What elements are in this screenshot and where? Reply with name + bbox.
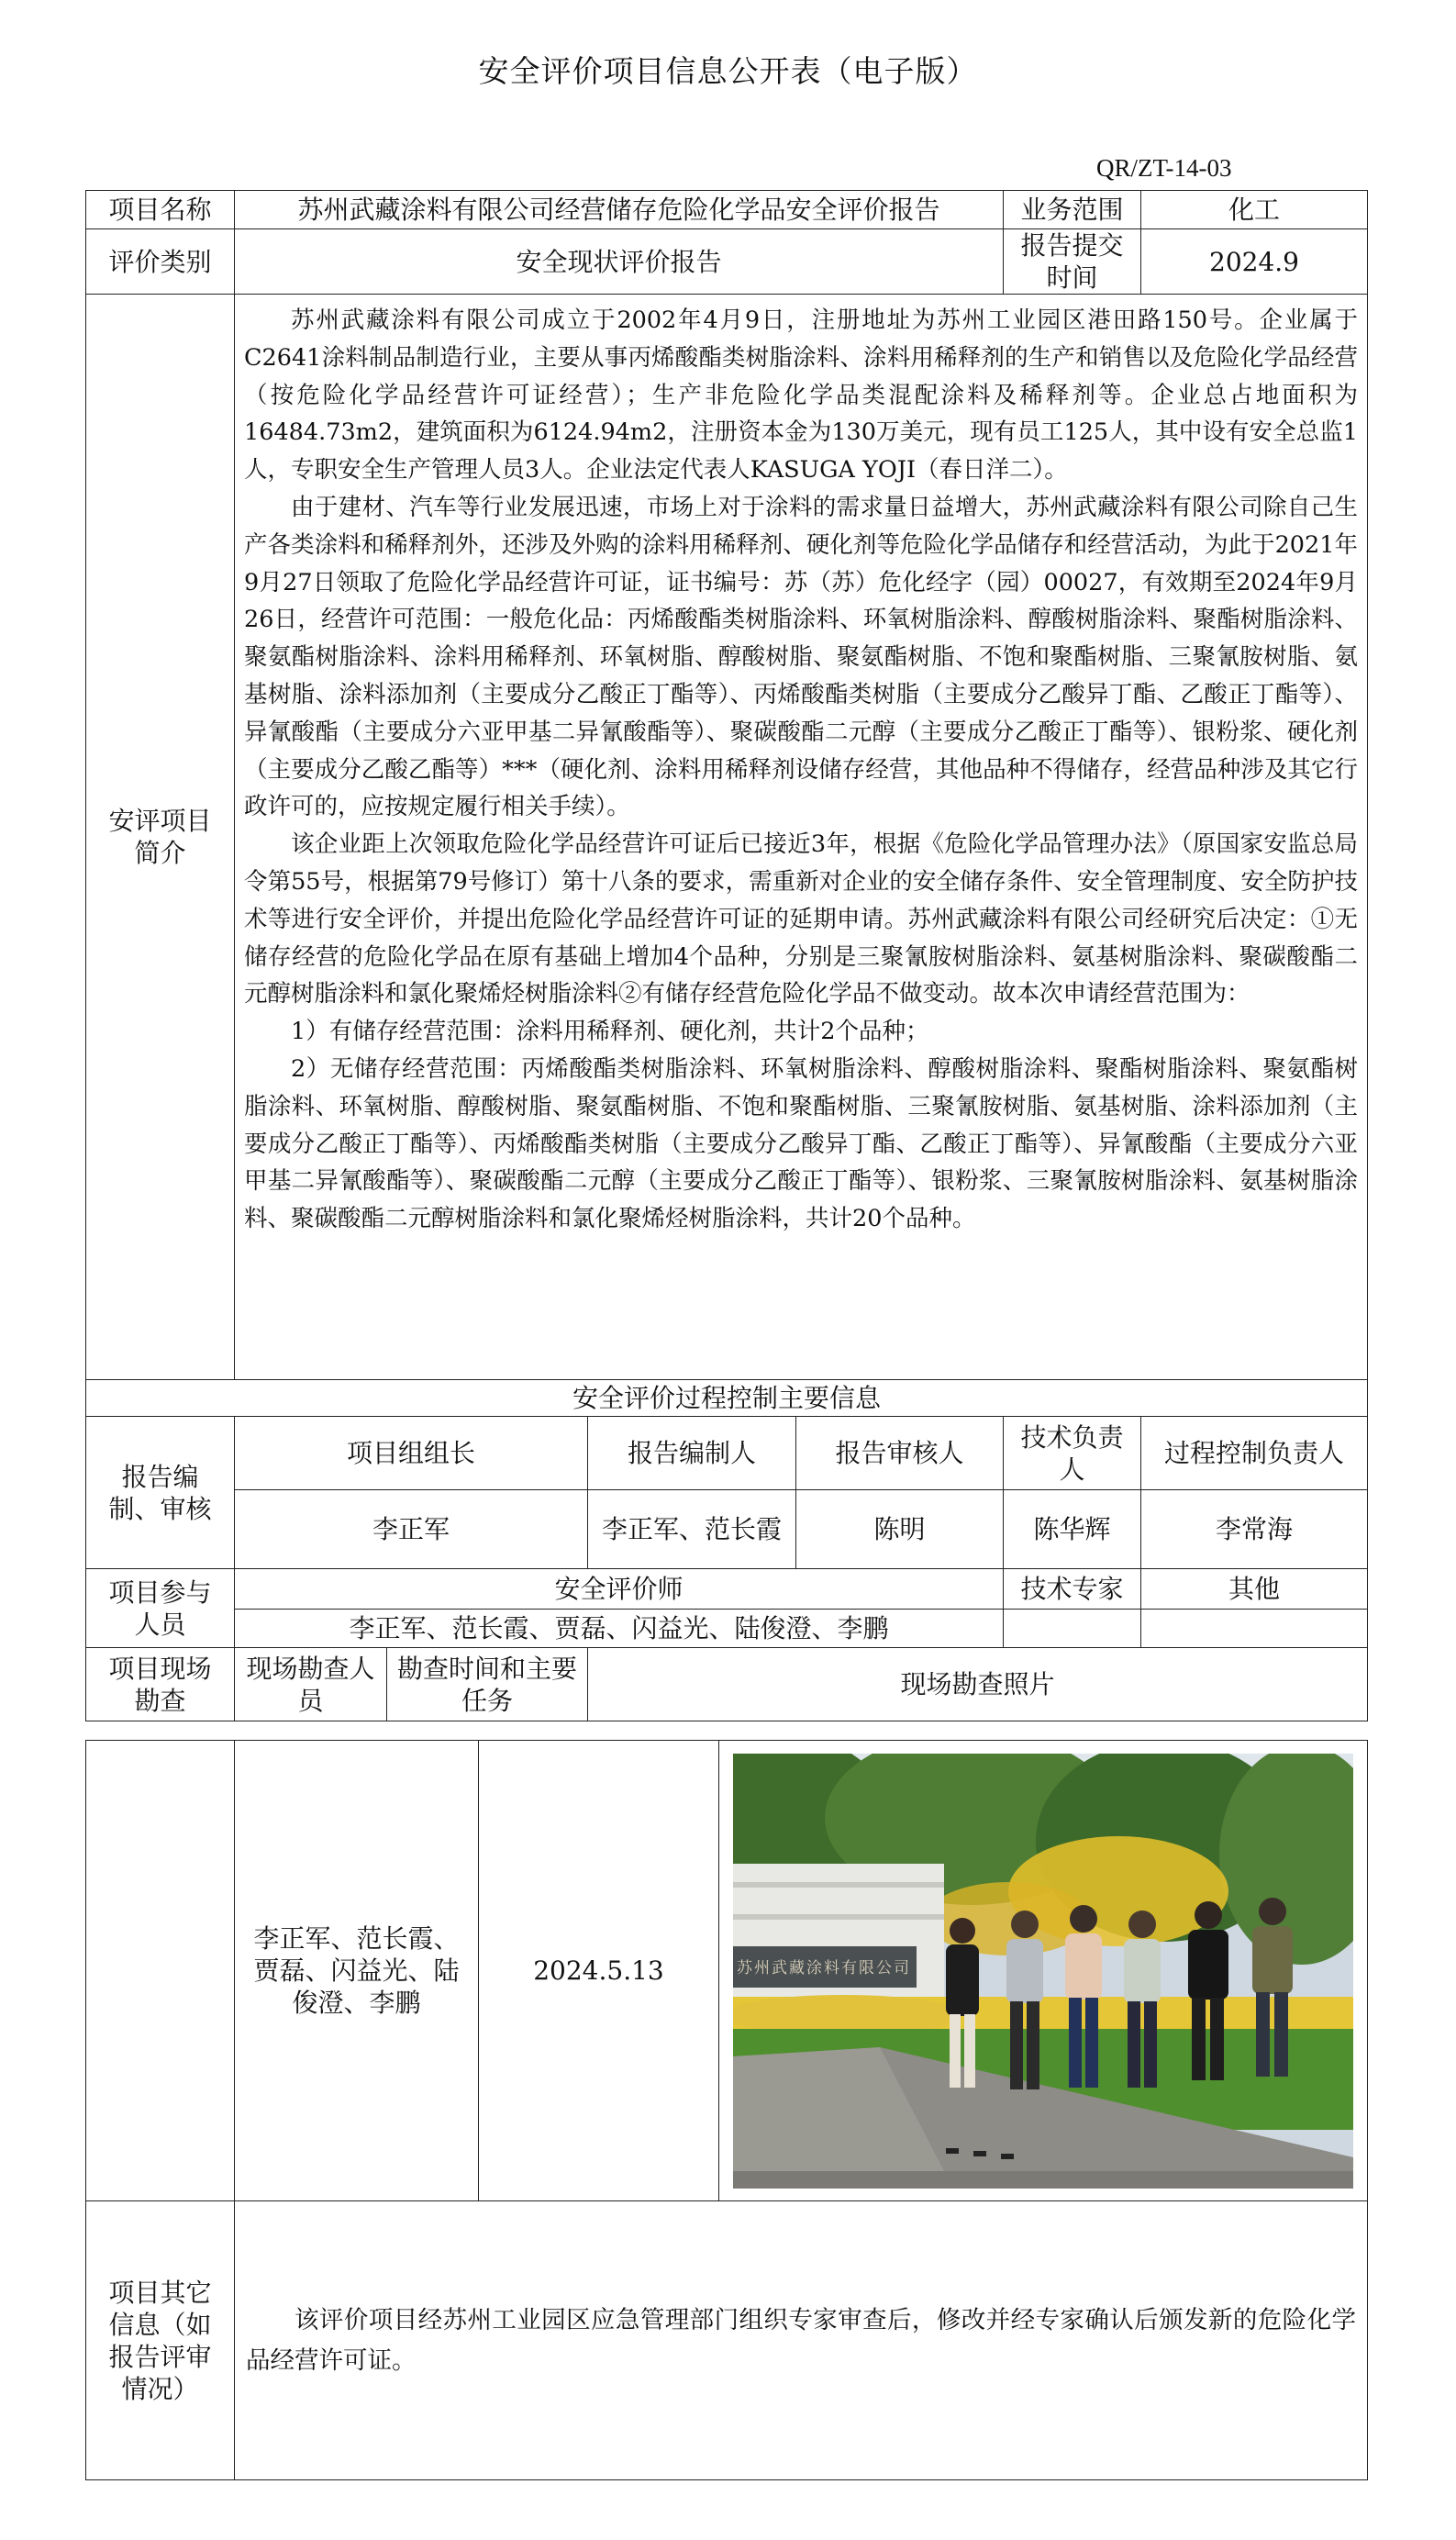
col-survey-time: 勘查时间和主要任务 xyxy=(387,1648,588,1721)
project-name: 苏州武藏涂料有限公司经营储存危险化学品安全评价报告 xyxy=(235,191,1004,229)
page-title: 安全评价项目信息公开表（电子版） xyxy=(478,53,978,89)
process-header: 安全评价过程控制主要信息 xyxy=(86,1380,1368,1417)
evaluators-value: 李正军、范长霞、贾磊、闪益光、陆俊澄、李鹏 xyxy=(235,1610,1004,1648)
participants-label: 项目参与人员 xyxy=(86,1569,235,1648)
intro-paragraph: 1）有储存经营范围：涂料用稀释剂、硬化剂，共计2个品种； xyxy=(291,1018,929,1046)
other-text-cell xyxy=(235,2201,1368,2480)
col-control: 过程控制负责人 xyxy=(1141,1417,1368,1490)
others-value xyxy=(1141,1610,1368,1648)
tech-value: 陈华辉 xyxy=(1004,1490,1141,1569)
eval-type-label: 评价类别 xyxy=(86,229,235,295)
intro-paragraph: 苏州武藏涂料有限公司成立于2002年4月9日，注册地址为苏州工业园区港田路150号。企业属于C2641涂料制品制造行业，主要从事丙烯酸酯类树脂涂料、涂料用稀释剂的生产和销售以及危险化学品经营（按危险化学品经营许可证经营）；生产非危险化学品类混配涂料及稀释剂等。企业总占地面积为16484.73m2，建筑面积为6124.94m2，注册资本金为130万美元，现有员工125人，其中设有安全总监1人，专职安全生产管理人员3人。企业法定代表人KASUGA YOJI（春日洋二）。 xyxy=(244,306,1359,485)
photo-sign-text: 苏州武藏涂料有限公司 xyxy=(737,1958,911,1977)
experts-value xyxy=(1004,1610,1141,1648)
report-label: 报告编制、审核 xyxy=(86,1417,235,1569)
submit-time: 2024.9 xyxy=(1141,229,1368,295)
survey-time-value: 2024.5.13 xyxy=(479,1741,719,2201)
surveyors-value: 李正军、范长霞、贾磊、闪益光、陆俊澄、李鹏 xyxy=(235,1741,479,2201)
leader-value: 李正军 xyxy=(235,1490,588,1569)
intro-label: 安评项目简介 xyxy=(86,295,235,1380)
intro-paragraph: 2）无储存经营范围：丙烯酸酯类树脂涂料、环氧树脂涂料、醇酸树脂涂料、聚酯树脂涂料、聚氨酯树脂涂料、环氧树脂、醇酸树脂、聚氨酯树脂、不饱和聚酯树脂、三聚氰胺树脂、氨基树脂、涂料添加剂（主要成分乙酸正丁酯等）、丙烯酸酯类树脂（主要成分乙酸异丁酯、乙酸正丁酯等）、异氰酸酯（主要成分六亚甲基二异氰酸酯等）、聚碳酸酯二元醇（主要成分乙酸正丁酯等）、银粉浆、三聚氰胺树脂涂料、氨基树脂涂料、聚碳酸酯二元醇树脂涂料和氯化聚烯烃树脂涂料，共计20个品种。 xyxy=(244,1054,1359,1233)
survey-label-cont xyxy=(86,1741,235,2201)
writer-value: 李正军、范长霞 xyxy=(588,1490,796,1569)
col-photo: 现场勘查照片 xyxy=(588,1648,1368,1721)
reviewer-value: 陈明 xyxy=(796,1490,1004,1569)
col-expert: 技术专家 xyxy=(1004,1569,1141,1610)
other-text: 该评价项目经苏州工业园区应急管理部门组织专家审查后，修改并经专家确认后颁发新的危险化学品经营许可证。 xyxy=(246,2305,1356,2375)
business-scope: 化工 xyxy=(1141,191,1368,229)
submit-time-label: 报告提交时间 xyxy=(1004,229,1141,295)
eval-type: 安全现状评价报告 xyxy=(235,229,1004,295)
col-leader: 项目组组长 xyxy=(235,1417,588,1490)
col-other: 其他 xyxy=(1141,1569,1368,1610)
project-name-label: 项目名称 xyxy=(86,191,235,229)
site-photo xyxy=(733,1754,1353,2189)
photo-cell xyxy=(719,1741,1368,2201)
col-evaluator: 安全评价师 xyxy=(235,1569,1004,1610)
form-code: QR/ZT-14-03 xyxy=(1096,154,1232,182)
col-writer: 报告编制人 xyxy=(588,1417,796,1490)
other-label: 项目其它信息（如报告评审情况） xyxy=(86,2201,235,2480)
info-table xyxy=(85,190,1368,1721)
col-reviewer: 报告审核人 xyxy=(796,1417,1004,1490)
col-surveyors: 现场勘查人员 xyxy=(235,1648,387,1721)
intro-paragraph: 该企业距上次领取危险化学品经营许可证后已接近3年，根据《危险化学品管理办法》（原国家安监总局令第55号，根据第79号修订）第十八条的要求，需重新对企业的安全储存条件、安全管理制度、安全防护技术等进行安全评价，并提出危险化学品经营许可证的延期申请。苏州武藏涂料有限公司经研究后决定：①无储存经营的危险化学品在原有基础上增加4个品种，分别是三聚氰胺树脂涂料、氨基树脂涂料、聚碳酸酯二元醇树脂涂料和氯化聚烯烃树脂涂料②有储存经营危险化学品不做变动。故本次申请经营范围为： xyxy=(244,830,1359,1008)
business-scope-label: 业务范围 xyxy=(1004,191,1141,229)
col-tech: 技术负责人 xyxy=(1004,1417,1141,1490)
intro-paragraph: 由于建材、汽车等行业发展迅速，市场上对于涂料的需求量日益增大，苏州武藏涂料有限公司除自己生产各类涂料和稀释剂外，还涉及外购的涂料用稀释剂、硬化剂等危险化学品储存和经营活动，为此于2021年9月27日领取了危险化学品经营许可证，证书编号：苏（苏）危化经字（园）00027，有效期至2024年9月26日，经营许可范围：一般危化品：丙烯酸酯类树脂涂料、环氧树脂涂料、醇酸树脂涂料、聚酯树脂涂料、聚氨酯树脂涂料、涂料用稀释剂、环氧树脂、醇酸树脂、聚氨酯树脂、不饱和聚酯树脂、三聚氰胺树脂、氨基树脂、涂料添加剂（主要成分乙酸正丁酯等）、丙烯酸酯类树脂（主要成分乙酸异丁酯、乙酸正丁酯等）、异氰酸酯（主要成分六亚甲基二异氰酸酯等）、聚碳酸酯二元醇（主要成分乙酸正丁酯等）、银粉浆、硬化剂（主要成分乙酸乙酯等）***（硬化剂、涂料用稀释剂设储存经营，其他品种不得储存，经营品种涉及其它行政许可的，应按规定履行相关手续）。 xyxy=(244,493,1359,821)
intro-text xyxy=(235,295,1368,1380)
survey-label: 项目现场勘查 xyxy=(86,1648,235,1721)
survey-table xyxy=(85,1740,1368,2480)
control-value: 李常海 xyxy=(1141,1490,1368,1569)
